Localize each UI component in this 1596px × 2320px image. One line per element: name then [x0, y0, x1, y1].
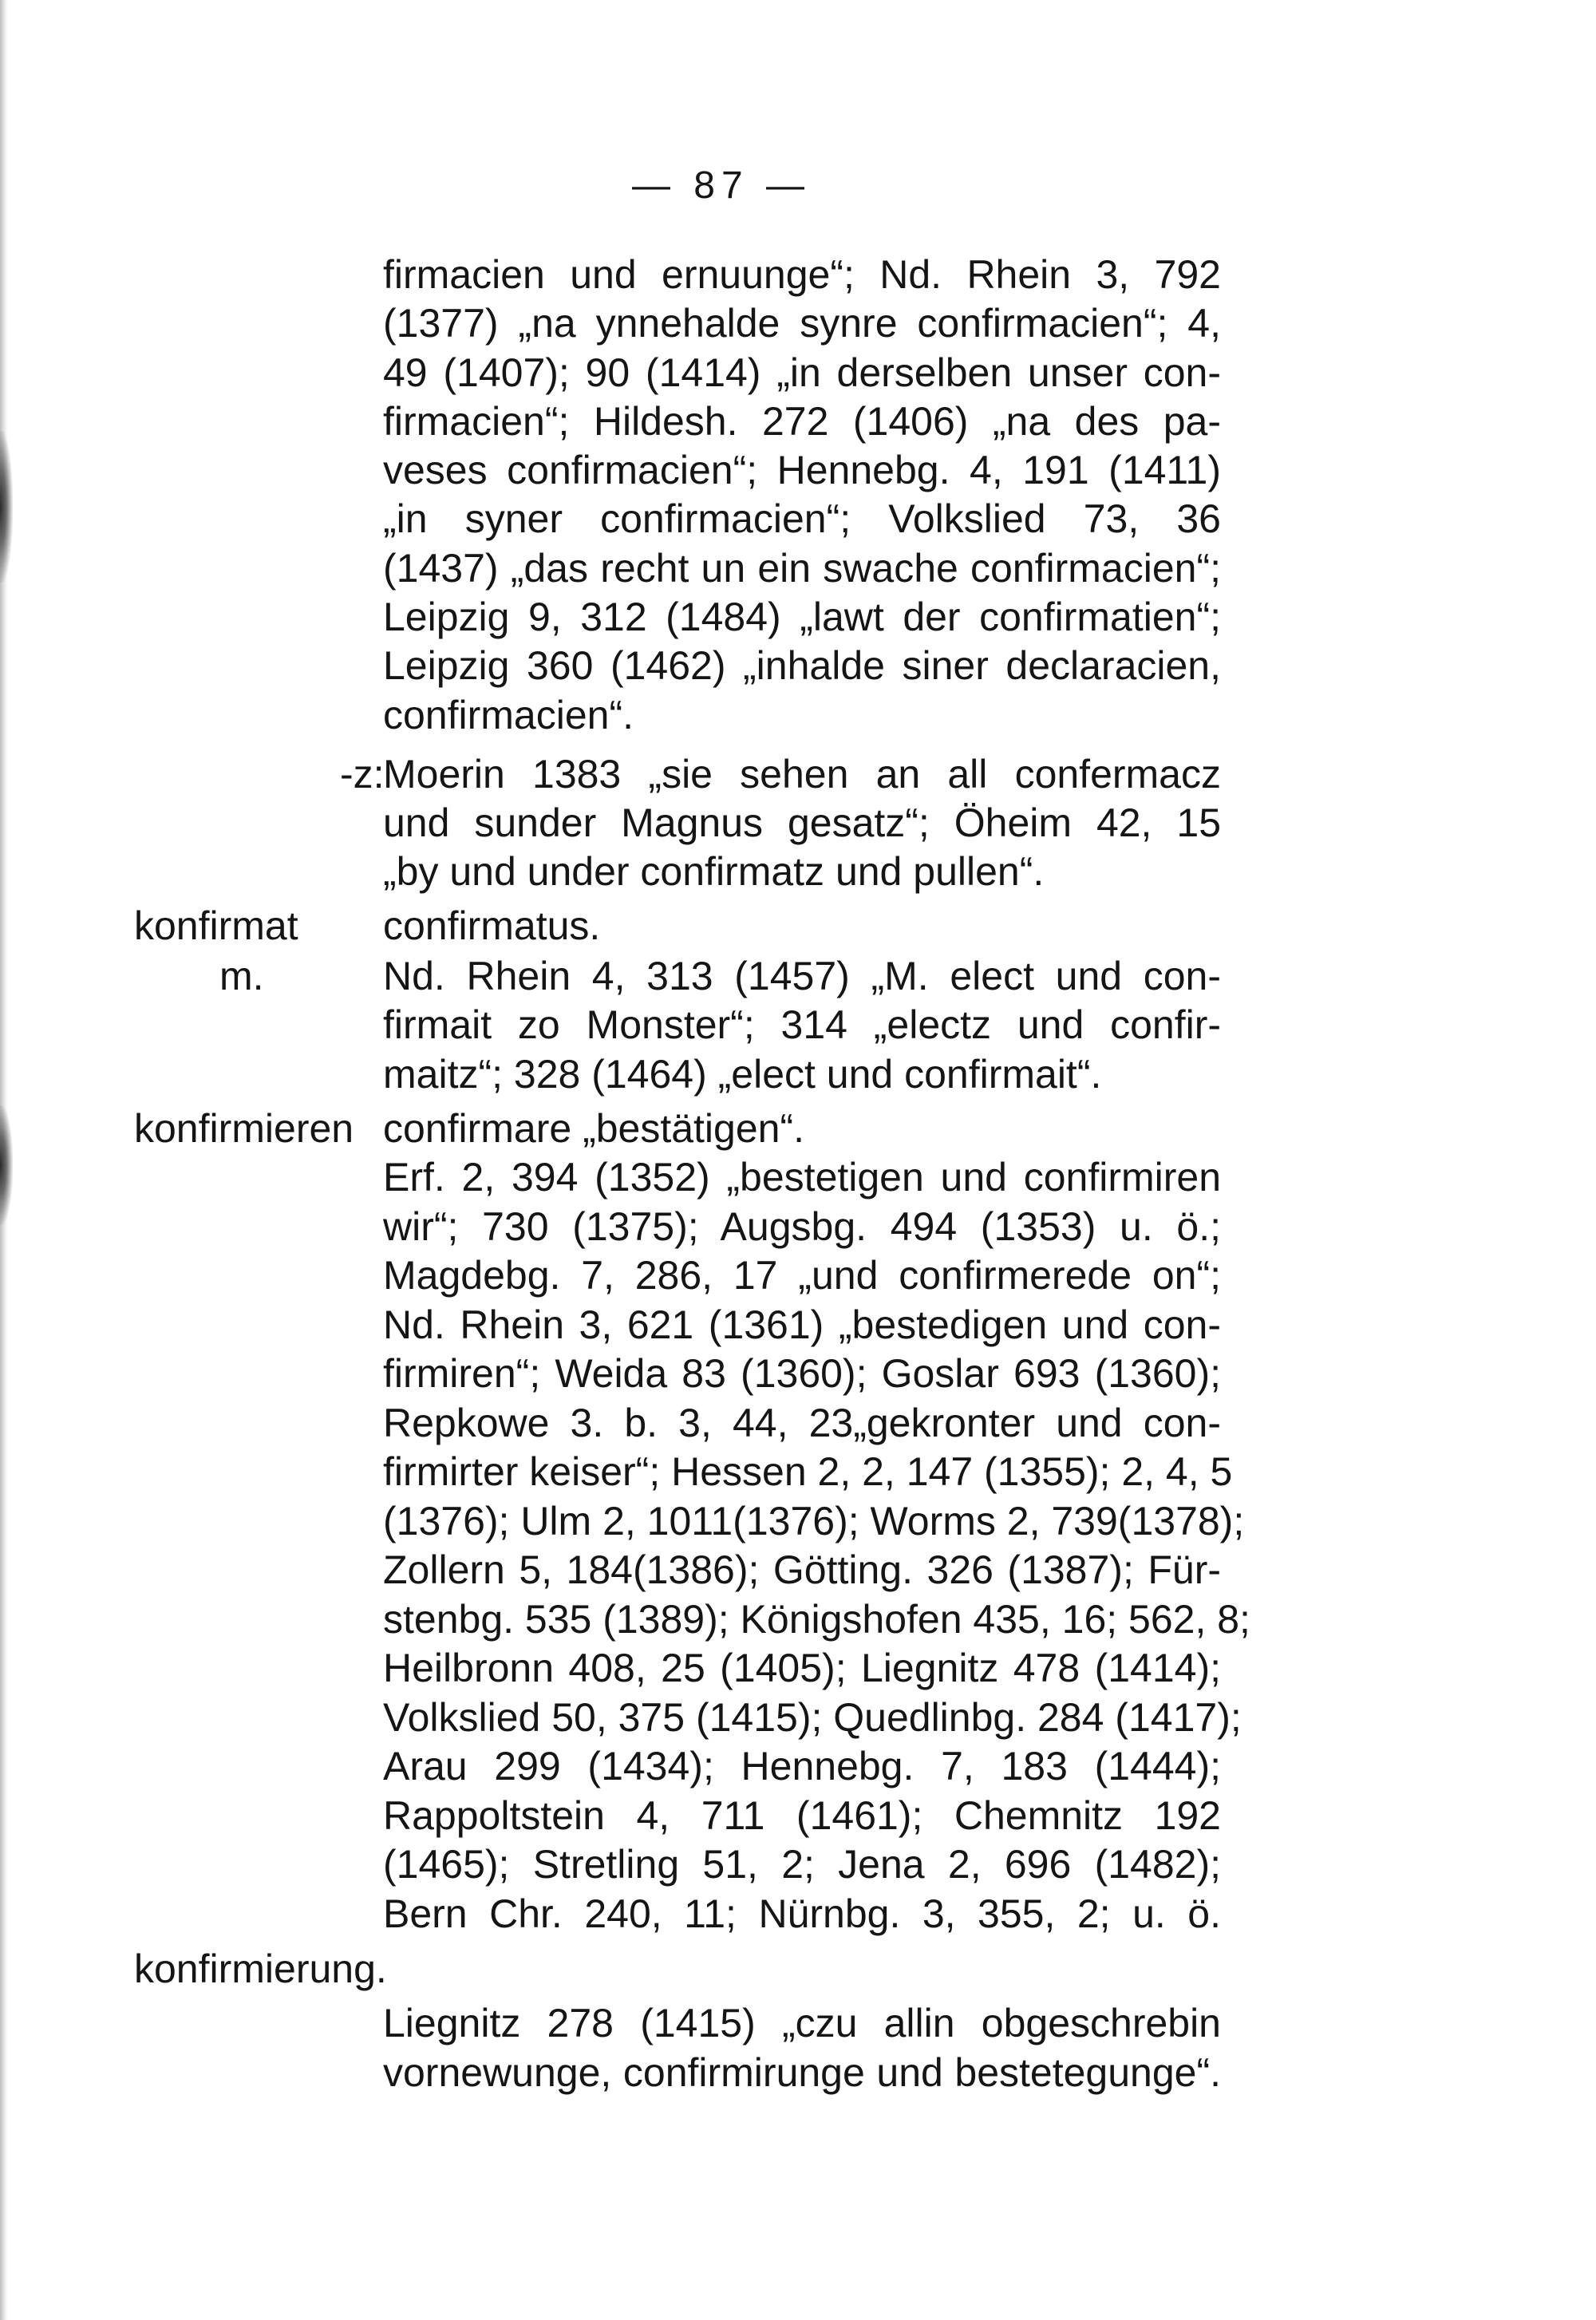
text-line: Liegnitz 278 (1415) „czu allin obgeschrebin: [383, 2001, 1221, 2045]
scan-smudge: [0, 1105, 13, 1225]
text-line: wir“; 730 (1375); Augsbg. 494 (1353) u. ö.;: [383, 1204, 1221, 1249]
text-line: (1377) „na ynnehalde synre confirmacien“; 4,: [383, 301, 1221, 346]
text-line: firmacien“; Hildesh. 272 (1406) „na des pa-: [383, 399, 1221, 444]
scan-smudge: [0, 431, 13, 583]
text-line: Leipzig 9, 312 (1484) „lawt der confirmatien“;: [383, 595, 1221, 639]
text-line: confirmacien“.: [383, 693, 634, 737]
text-line: (1376); Ulm 2, 1011(1376); Worms 2, 739(1378);: [383, 1499, 1245, 1543]
suffix-marker: -z:: [340, 752, 385, 796]
text-line: firmirter keiser“; Hessen 2, 2, 147 (1355); 2, 4, 5: [383, 1449, 1233, 1494]
text-line: maitz“; 328 (1464) „elect und confirmait“.: [383, 1052, 1102, 1097]
text-line: veses confirmacien“; Hennebg. 4, 191 (1411): [383, 448, 1221, 492]
text-line: Nd. Rhein 4, 313 (1457) „M. elect und con-: [383, 954, 1221, 998]
text-line: 49 (1407); 90 (1414) „in derselben unser con-: [383, 350, 1221, 395]
text-line: firmiren“; Weida 83 (1360); Goslar 693 (1360);: [383, 1351, 1221, 1396]
text-line: Nd. Rhein 3, 621 (1361) „bestedigen und con-: [383, 1302, 1221, 1347]
text-line: Erf. 2, 394 (1352) „bestetigen und confirmiren: [383, 1155, 1221, 1200]
text-line: Moerin 1383 „sie sehen an all confermacz: [383, 752, 1221, 796]
text-line: Rappoltstein 4, 711 (1461); Chemnitz 192: [383, 1793, 1221, 1838]
text-line: Repkowe 3. b. 3, 44, 23„gekronter und con-: [383, 1401, 1221, 1445]
text-line: „in syner confirmacien“; Volkslied 73, 36: [383, 496, 1221, 541]
text-line: Magdebg. 7, 286, 17 „und confirmerede on“;: [383, 1253, 1221, 1298]
text-line: confirmare „bestätigen“.: [383, 1106, 805, 1151]
headword: konfirmierung.: [134, 1947, 387, 1991]
headword: konfirmat: [134, 903, 298, 948]
text-line: Arau 299 (1434); Hennebg. 7, 183 (1444);: [383, 1744, 1221, 1788]
text-line: Leipzig 360 (1462) „inhalde siner declaracien,: [383, 643, 1221, 688]
text-line: (1465); Stretling 51, 2; Jena 2, 696 (1482);: [383, 1842, 1221, 1887]
text-line: vornewunge, confirmirunge und bestetegunge“.: [383, 2050, 1221, 2095]
text-line: confirmatus.: [383, 903, 601, 948]
gender-marker: m.: [219, 954, 264, 998]
text-line: stenbg. 535 (1389); Königshofen 435, 16; 562, 8;: [383, 1597, 1250, 1642]
text-line: Heilbronn 408, 25 (1405); Liegnitz 478 (1414);: [383, 1646, 1221, 1690]
text-line: Bern Chr. 240, 11; Nürnbg. 3, 355, 2; u. ö.: [383, 1891, 1221, 1936]
headword: konfirmieren: [134, 1106, 354, 1151]
text-line: Zollern 5, 184(1386); Götting. 326 (1387); Für-: [383, 1547, 1221, 1592]
page-number: — 87 —: [631, 164, 812, 207]
text-line: „by und under confirmatz und pullen“.: [383, 849, 1045, 894]
text-line: (1437) „das recht un ein swache confirmacien“;: [383, 546, 1221, 591]
text-line: und sunder Magnus gesatz“; Öheim 42, 15: [383, 800, 1221, 845]
text-line: Volkslied 50, 375 (1415); Quedlinbg. 284 (1417);: [383, 1695, 1242, 1740]
text-line: firmait zo Monster“; 314 „electz und confir-: [383, 1002, 1221, 1047]
text-line: firmacien und ernuunge“; Nd. Rhein 3, 792: [383, 252, 1221, 297]
